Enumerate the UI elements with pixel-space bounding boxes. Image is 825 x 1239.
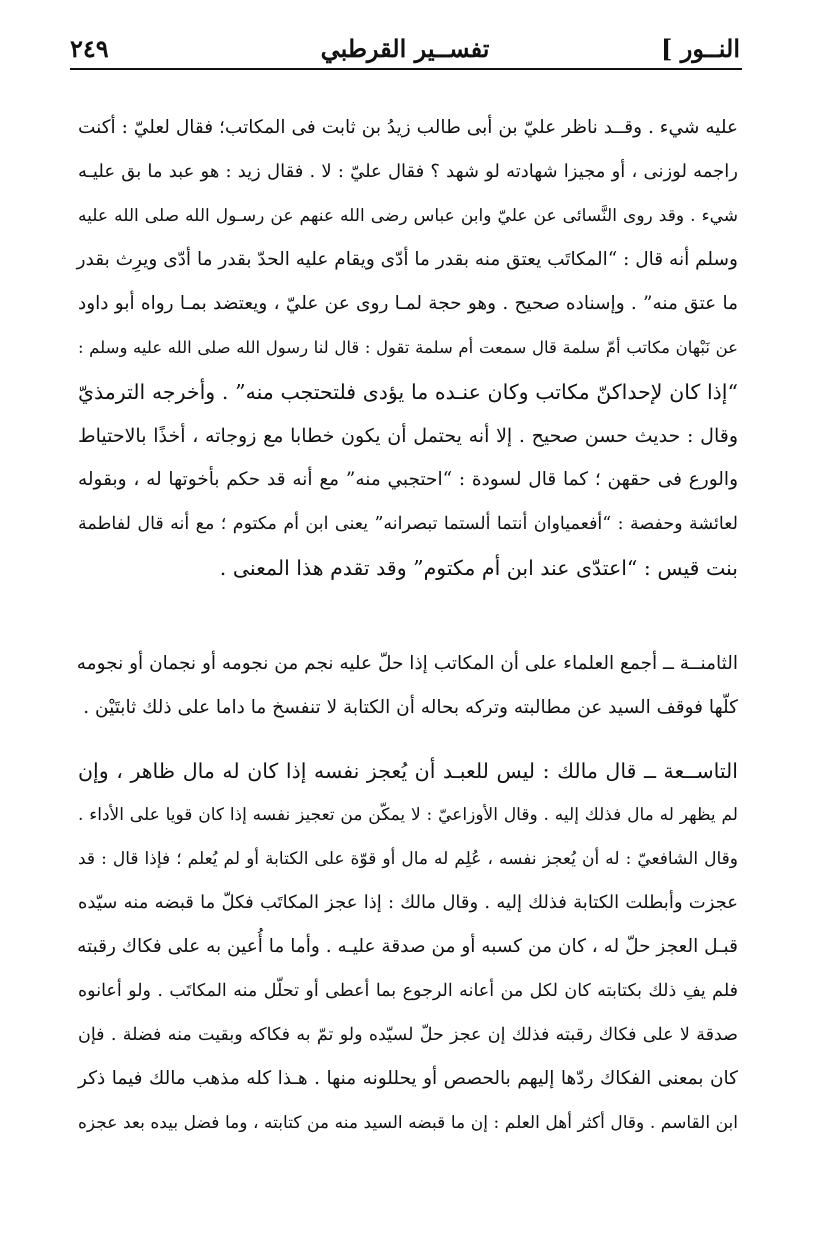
text-line: عليه شيء . وقــد ناظر عليّ بن أبى طالب زيدُ بن ثابت فى المكاتب؛ فقال لعليّ : أكنت bbox=[78, 117, 738, 138]
surah-name: النــور ] bbox=[661, 34, 740, 63]
text-line: راجمه لوزنى ، أو مجيزا شهادته لو شهد ؟ فقال عليّ : لا . فقال زيد : هو عبد ما بق عليـه bbox=[78, 161, 738, 182]
paragraph-3 bbox=[78, 749, 738, 1145]
text-line: وسلم أنه قال : “المكاتَب يعتق منه بقدر ما أدّى ويقام عليه الحدّ بقدر ما أدّى ويرِث بقدر bbox=[76, 249, 738, 270]
text-line: كلّها فوقف السيد عن مطالبته وتركه بحاله أن الكتابة لا تنفسخ ما داما على ذلك ثابتَيْن . bbox=[83, 697, 738, 718]
text-line: صدقة لا على فكاك رقبته فذلك إن عجز حلّ لسيّده ولو تمّ به فكاكه وبقيت منه فضلة . فإن bbox=[78, 1025, 738, 1045]
text-line: والورع فى حقهن ؛ كما قال لسودة : “احتجبي منه” مع أنه قد حكم بأخوتها له ، وبقوله bbox=[78, 469, 738, 490]
text-line: لعائشة وحفصة : “أفعمياوان أنتما ألستما تبصرانه” يعنى ابن أم مكتوم ؛ مع أنه قال لفاطمة bbox=[78, 514, 738, 534]
text-line: عن نَبْهان مكاتب أمّ سلمة قال سمعت أم سلمة تقول : قال لنا رسول الله صلى الله عليه وسلم : bbox=[78, 338, 738, 357]
text-line: كان بمعنى الفكاك ردّها إليهم بالحصص أو يحللونه منها . هـذا كله مذهب مالك فيما ذكر bbox=[78, 1068, 738, 1089]
text-line: لم يظهر له مال فذلك إليه . وقال الأوزاعيّ : لا يمكّن من تعجيز نفسه إذا كان قويا على الأداء . bbox=[78, 805, 738, 825]
text-line: عجزت وأبطلت الكتابة فذلك إليه . وقال مالك : إذا عجز المكاتَب فكلّ ما قبضه منه سيّده bbox=[78, 892, 738, 913]
text-line: التاســعة ــ قال مالك : ليس للعبـد أن يُعجز نفسه إذا كان له مال ظاهر ، وإن bbox=[78, 759, 738, 783]
paragraph-1 bbox=[78, 106, 738, 590]
text-line: الثامنــة ــ أجمع العلماء على أن المكاتب إذا حلّ عليه نجم من نجومه أو نجمان أو نجومه bbox=[76, 653, 738, 674]
text-line: بنت قيس : “اعتدّى عند ابن أم مكتوم” وقد تقدم هذا المعنى . bbox=[219, 556, 738, 580]
page-header bbox=[70, 28, 740, 68]
text-line: وقال الشافعيّ : له أن يُعجز نفسه ، عُلِم له مال أو قوّة على الكتابة أو لم يُعلم ؛ فإذا قال : قد bbox=[78, 849, 738, 869]
page-number: ٢٤٩ bbox=[70, 34, 109, 63]
text-line: قبـل العجز حلّ له ، كان من كسبه أو من صدقة عليـه . وأما ما أُعين به على فكاك رقبته bbox=[77, 936, 738, 957]
text-line: ما عتق منه” . وإسناده صحيح . وهو حجة لمـا روى عن عليّ ، ويعتضد بمـا رواه أبو داود bbox=[78, 293, 738, 314]
book-title: تفســير القرطبي bbox=[320, 34, 490, 63]
text-line: “إذا كان لإحداكنّ مكاتب وكان عنـده ما يؤدى فلتحتجب منه” . وأخرجه الترمذيّ bbox=[78, 380, 738, 404]
text-line: ابن القاسم . وقال أكثر أهل العلم : إن ما قبضه السيد منه من كتابته ، وما فضل بيده بعد عجزه bbox=[78, 1113, 738, 1133]
text-line: شيء . وقد روى النَّسائى عن عليّ وابن عباس رضى الله عنهم عن رسـول الله صلى الله عليه bbox=[78, 206, 738, 226]
paragraph-2 bbox=[78, 642, 738, 730]
text-line: فلم يفِ ذلك بكتابته كان لكل من أعانه الرجوع بما أعطى أو تحلّل منه المكاتَب . ولو أعانوه bbox=[78, 981, 738, 1001]
text-line: وقال : حديث حسن صحيح . إلا أنه يحتمل أن يكون خطابا مع زوجاته ، أخذًا بالاحتياط bbox=[78, 425, 738, 447]
header-rule bbox=[70, 68, 742, 70]
